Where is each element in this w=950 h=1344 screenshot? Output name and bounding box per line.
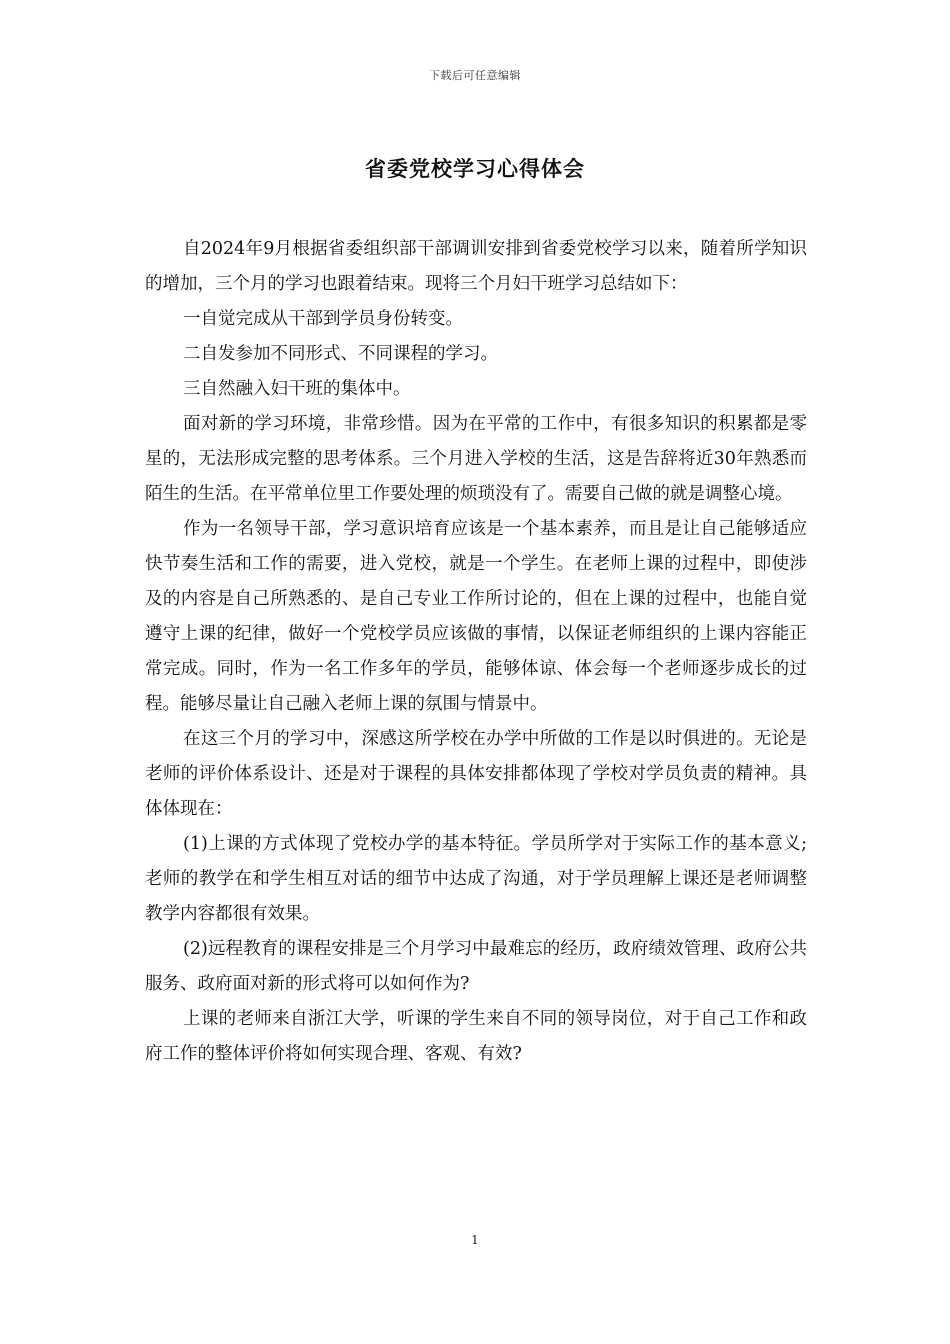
paragraph-item-2: (2)远程教育的课程安排是三个月学习中最难忘的经历，政府绩效管理、政府公共服务、政府面对新的形式将可以如何作为? (145, 939, 807, 994)
paragraph-point-one: 一自觉完成从干部到学员身份转变。 (183, 309, 463, 329)
paragraph-intro: 自2024年9月根据省委组织部干部调训安排到省委党校学习以来，随着所学知识的增加，三个月的学习也跟着结束。现将三个月妇干班学习总结如下： (145, 239, 807, 294)
paragraph-item-1: (1)上课的方式体现了党校办学的基本特征。学员所学对于实际工作的基本意义;老师的教学在和学生相互对话的细节中达成了沟通，对于学员理解上课还是老师调整教学内容都很有效果。 (145, 834, 807, 924)
paragraph-teachers: 上课的老师来自浙江大学，听课的学生来自不同的领导岗位，对于自己工作和政府工作的整体评价将如何实现合理、客观、有效? (145, 1009, 807, 1064)
paragraph-point-two: 二自发参加不同形式、不同课程的学习。 (183, 344, 498, 364)
paragraph-point-three: 三自然融入妇干班的集体中。 (183, 379, 411, 399)
paragraph-leader-learning: 作为一名领导干部，学习意识培育应该是一个基本素养，而且是让自己能够适应快节奏生活和工作的需要，进入党校，就是一个学生。在老师上课的过程中，即使涉及的内容是自己所熟悉的、是自己专业工作所讨论的，但在上课的过程中，也能自觉遵守上课的纪律，做好一个党校学员应该做的事情，以保证老师组织的上课内容能正常完成。同时，作为一名工作多年的学员，能够体谅、体会每一个老师逐步成长的过程。能够尽量让自己融入老师上课的氛围与情景中。 (145, 519, 807, 714)
page-number: 1 (471, 1233, 479, 1247)
paragraph-school-work: 在这三个月的学习中，深感这所学校在办学中所做的工作是以时俱进的。无论是老师的评价体系设计、还是对于课程的具体安排都体现了学校对学员负责的精神。具体体现在： (145, 729, 807, 819)
document-title: 省委党校学习心得体会 (365, 156, 585, 181)
document-body (145, 232, 807, 1072)
paragraph-new-environment: 面对新的学习环境，非常珍惜。因为在平常的工作中，有很多知识的积累都是零星的，无法形成完整的思考体系。三个月进入学校的生活，这是告辞将近30年熟悉而陌生的生活。在平常单位里工作要处理的烦琐没有了。需要自己做的就是调整心境。 (145, 414, 807, 504)
header-note: 下载后可任意编辑 (429, 69, 521, 82)
